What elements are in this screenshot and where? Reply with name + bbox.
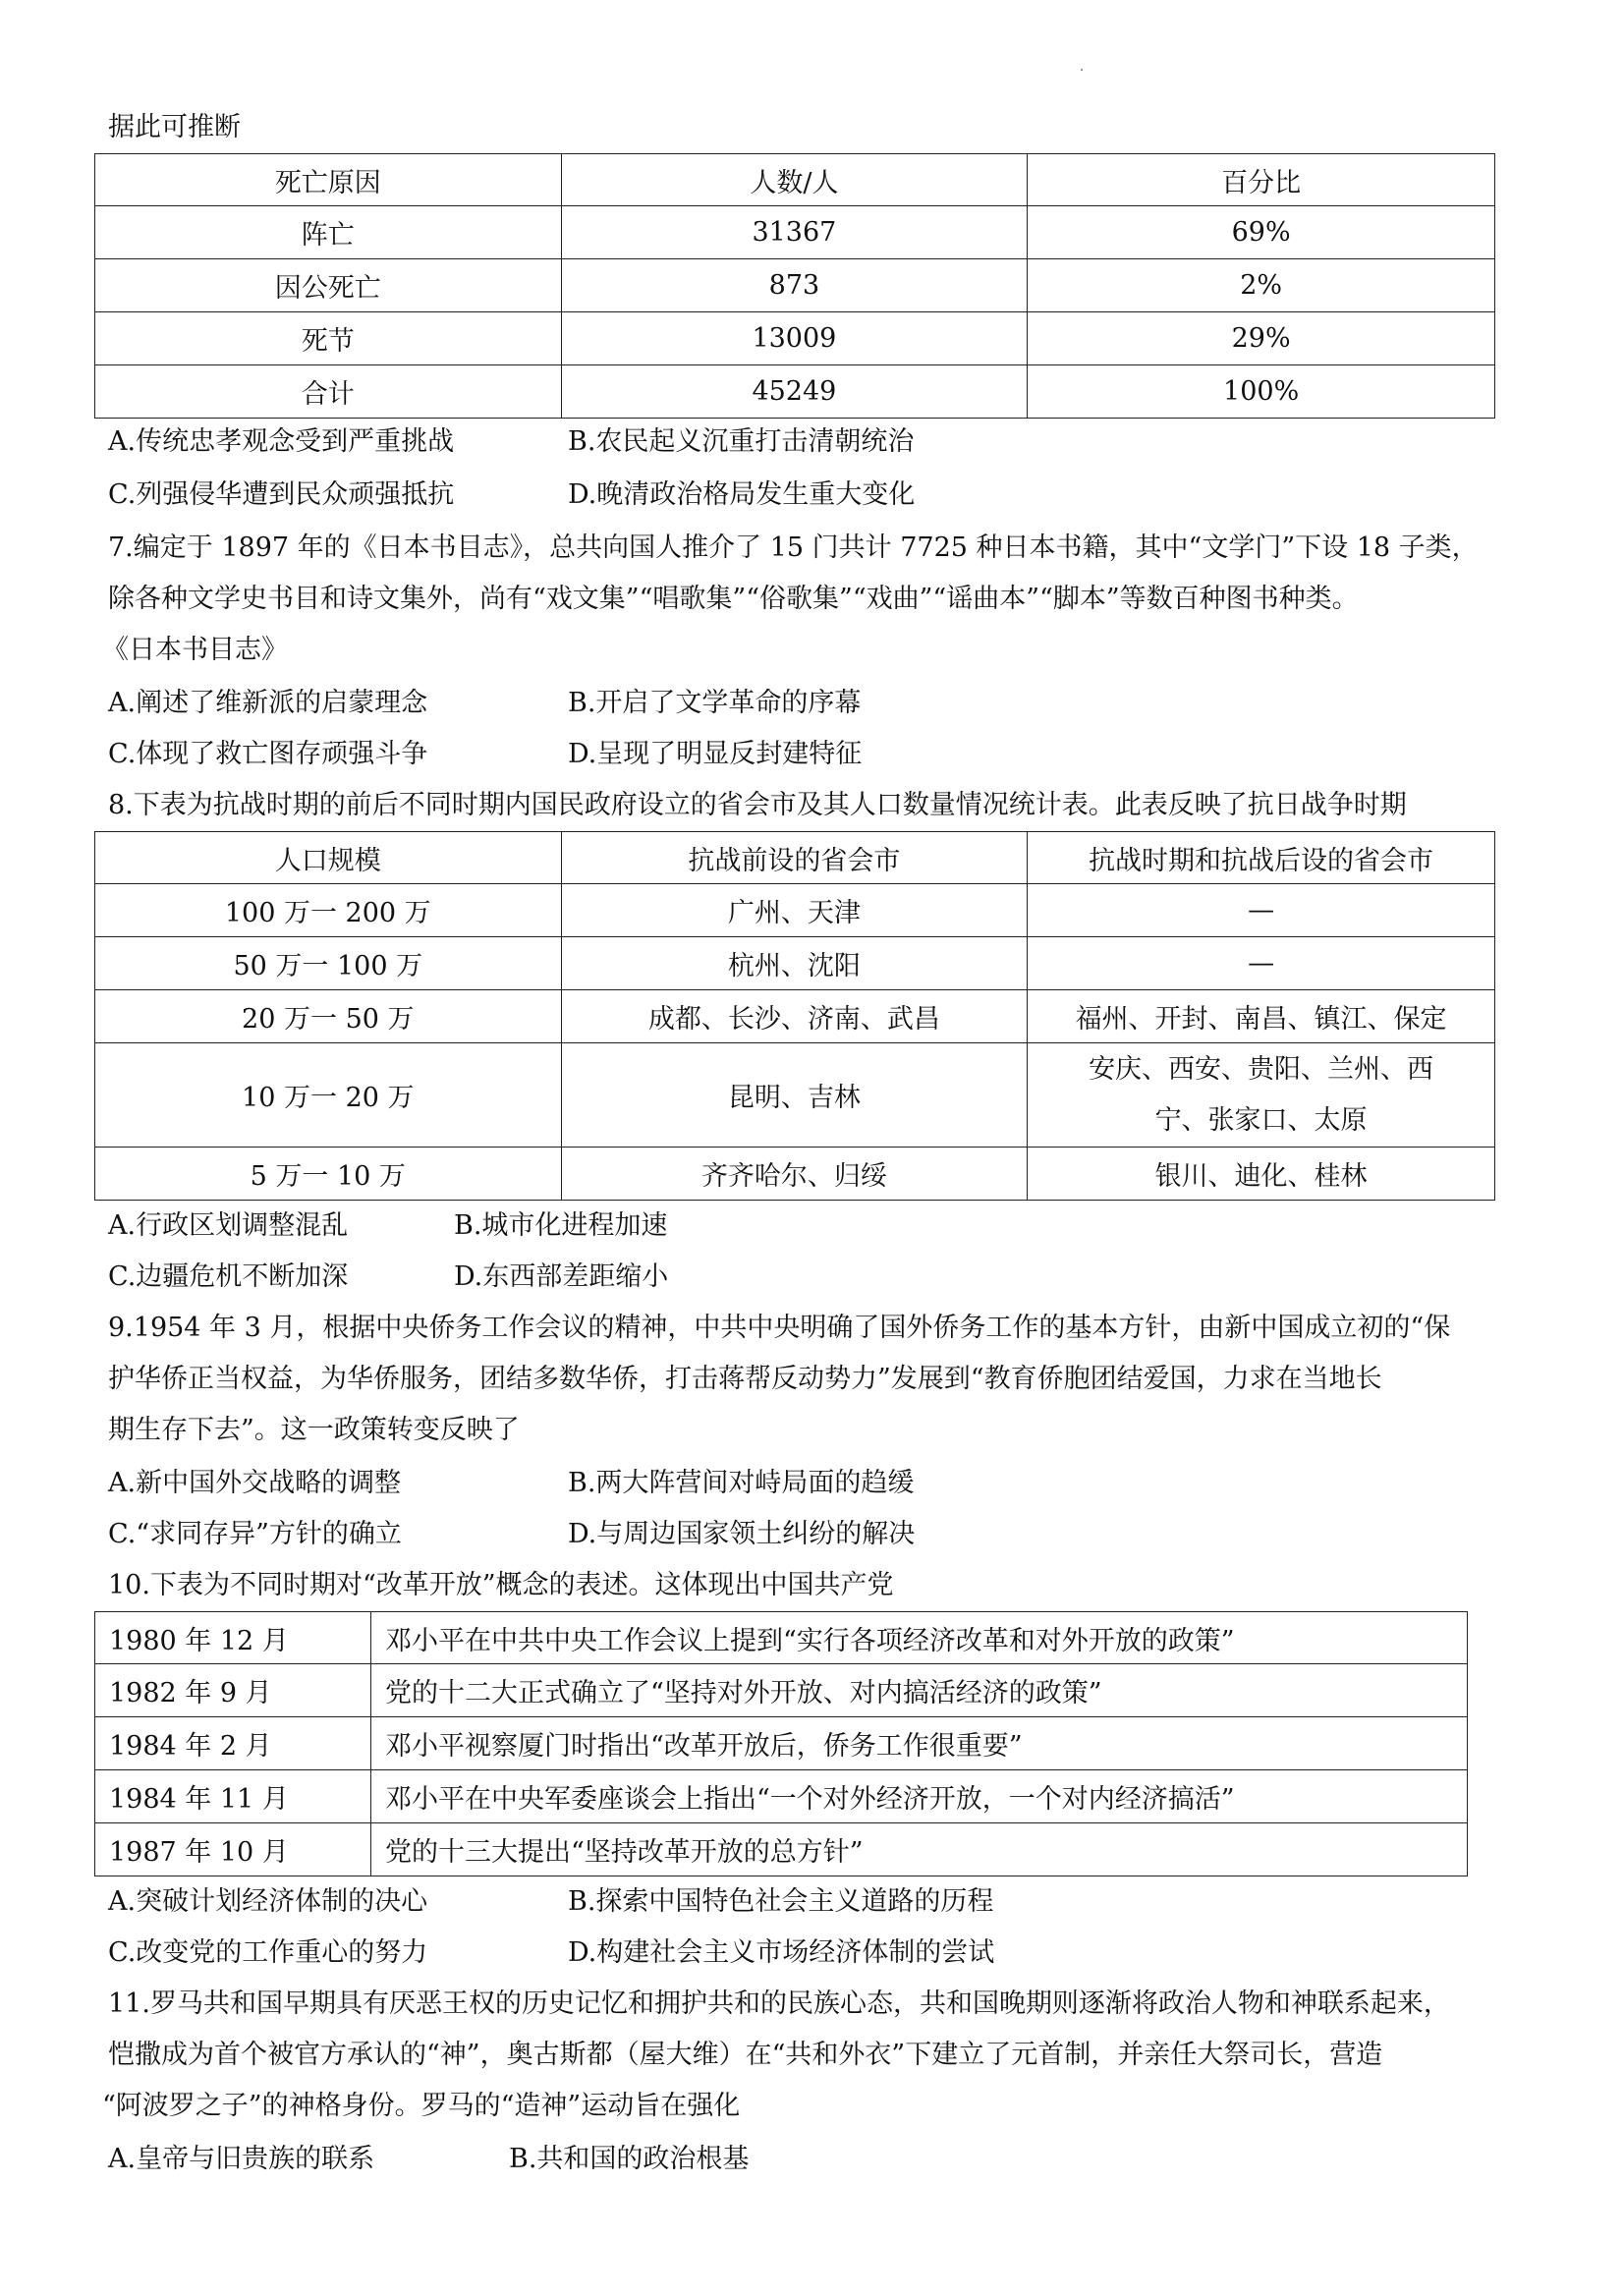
q7-option-d: D.呈现了明显反封建特征 [568,739,863,769]
table-row [95,884,1495,937]
table-cell: 100 万一 200 万 [95,884,562,937]
q8-header-prewar: 抗战前设的省会市 [561,832,1028,884]
table-row [95,1043,1495,1148]
table-cell: — [1028,884,1495,937]
q11-stem-line2: 恺撒成为首个被官方承认的“神”，奥古斯都（屋大维）在“共和外衣”下建立了元首制，并亲任大祭司长，营造 [108,2040,1383,2070]
table-cell-statement: 邓小平视察厦门时指出“改革开放后，侨务工作很重要” [371,1717,1468,1770]
table-cell: 45249 [561,365,1028,419]
table-cell: 31367 [561,206,1028,259]
table-cell-statement: 党的十三大提出“坚持改革开放的总方针” [371,1823,1468,1876]
q10-option-d: D.构建社会主义市场经济体制的尝试 [568,1937,995,1968]
q11-stem-line1: 11.罗马共和国早期具有厌恶王权的历史记忆和拥护共和的民族心态，共和国晚期则逐渐将政治人物和神联系起来， [108,1988,1450,2019]
table-cell: 成都、长沙、济南、武昌 [561,990,1028,1043]
table-cell-statement: 邓小平在中共中央工作会议上提到“实行各项经济改革和对外开放的政策” [371,1612,1468,1664]
table-cell: 20 万一 50 万 [95,990,562,1043]
table-cell-date: 1987 年 10 月 [95,1823,371,1876]
table-cell-date: 1984 年 2 月 [95,1717,371,1770]
q7-stem-line3: 《日本书目志》 [102,635,288,665]
q6-header-cause: 死亡原因 [95,154,562,206]
table-cell: 死节 [95,312,562,365]
q6-option-b: B.农民起义沉重打击清朝统治 [568,426,915,457]
q6-option-d: D.晚清政治格局发生重大变化 [568,479,916,510]
q9-stem-line1: 9.1954 年 3 月，根据中央侨务工作会议的精神，中共中央明确了国外侨务工作的基本方针，由新中国成立初的“保 [108,1313,1451,1343]
q6-header-count: 人数/人 [561,154,1028,206]
table-row [95,1823,1468,1876]
table-row [95,1770,1468,1823]
table-cell: 昆明、吉林 [561,1043,1028,1148]
table-cell-date: 1980 年 12 月 [95,1612,371,1664]
q6-option-a: A.传统忠孝观念受到严重挑战 [108,426,455,457]
table-cell-statement: 党的十二大正式确立了“坚持对外开放、对内搞活经济的政策” [371,1664,1468,1717]
table-cell-date: 1982 年 9 月 [95,1664,371,1717]
q8-option-c: C.边疆危机不断加深 [108,1261,349,1292]
q10-table [94,1611,1468,1876]
scan-speck [1081,69,1083,71]
table-cell: 安庆、西安、贵阳、兰州、西宁、张家口、太原 [1028,1043,1495,1148]
q9-option-c: C.“求同存异”方针的确立 [108,1519,402,1549]
q7-option-c: C.体现了救亡图存顽强斗争 [108,739,428,769]
q7-option-a: A.阐述了维新派的启蒙理念 [108,688,428,718]
q7-stem-line2: 除各种文学史书目和诗文集外，尚有“戏文集”“唱歌集”“俗歌集”“戏曲”“谣曲本”“脚本”等数百种图书种类。 [108,584,1359,614]
table-cell: 因公死亡 [95,259,562,312]
table-cell: 阵亡 [95,206,562,259]
table-cell: 广州、天津 [561,884,1028,937]
table-cell: 50 万一 100 万 [95,937,562,990]
table-row [95,312,1495,365]
table-row [95,259,1495,312]
table-cell: 873 [561,259,1028,312]
table-cell: — [1028,937,1495,990]
table-row [95,1664,1468,1717]
q9-option-d: D.与周边国家领土纠纷的解决 [568,1519,916,1549]
q6-option-c: C.列强侵华遭到民众顽强抵抗 [108,479,455,510]
table-cell: 合计 [95,365,562,419]
q6-table [94,153,1495,419]
table-row [95,1717,1468,1770]
table-cell: 29% [1028,312,1495,365]
q10-stem-line1: 10.下表为不同时期对“改革开放”概念的表述。这体现出中国共产党 [108,1570,894,1600]
table-cell: 福州、开封、南昌、镇江、保定 [1028,990,1495,1043]
table-cell: 银川、迪化、桂林 [1028,1148,1495,1201]
q6-stem-tail: 据此可推断 [108,112,241,142]
q10-option-a: A.突破计划经济体制的决心 [108,1886,428,1917]
q8-table [94,831,1495,1201]
table-row [95,365,1495,419]
q9-stem-line3: 期生存下去”。这一政策转变反映了 [108,1415,520,1445]
q8-stem-line1: 8.下表为抗战时期的前后不同时期内国民政府设立的省会市及其人口数量情况统计表。此表反映了抗日战争时期 [108,790,1407,820]
table-cell: 13009 [561,312,1028,365]
table-cell: 齐齐哈尔、归绥 [561,1148,1028,1201]
table-cell: 69% [1028,206,1495,259]
table-row [95,1148,1495,1201]
table-cell: 5 万一 10 万 [95,1148,562,1201]
q8-option-b: B.城市化进程加速 [454,1210,668,1241]
q8-option-d: D.东西部差距缩小 [454,1261,669,1292]
table-cell: 10 万一 20 万 [95,1043,562,1148]
q7-option-b: B.开启了文学革命的序幕 [568,688,862,718]
table-row [95,990,1495,1043]
q11-option-b: B.共和国的政治根基 [509,2144,750,2174]
q10-option-c: C.改变党的工作重心的努力 [108,1937,428,1968]
table-row [95,937,1495,990]
q6-header-percent: 百分比 [1028,154,1495,206]
q9-stem-line2: 护华侨正当权益，为华侨服务，团结多数华侨，打击蒋帮反动势力”发展到“教育侨胞团结爱国，力求在当地长 [108,1364,1382,1394]
q7-stem-line1: 7.编定于 1897 年的《日本书目志》，总共向国人推介了 15 门共计 7725 种日本书籍，其中“文学门”下设 18 子类， [108,532,1479,563]
q10-option-b: B.探索中国特色社会主义道路的历程 [568,1886,994,1917]
q8-option-a: A.行政区划调整混乱 [108,1210,349,1241]
table-cell: 100% [1028,365,1495,419]
q11-stem-line3: “阿波罗之子”的神格身份。罗马的“造神”运动旨在强化 [102,2091,741,2121]
table-cell-statement: 邓小平在中央军委座谈会上指出“一个对外经济开放，一个对内经济搞活” [371,1770,1468,1823]
q11-option-a: A.皇帝与旧贵族的联系 [108,2144,375,2174]
table-row [95,206,1495,259]
table-cell: 2% [1028,259,1495,312]
table-cell: 杭州、沈阳 [561,937,1028,990]
q8-header-population: 人口规模 [95,832,562,884]
q9-option-a: A.新中国外交战略的调整 [108,1468,402,1498]
q8-header-wartime: 抗战时期和抗战后设的省会市 [1028,832,1495,884]
table-row [95,1612,1468,1664]
q9-option-b: B.两大阵营间对峙局面的趋缓 [568,1468,915,1498]
table-cell-date: 1984 年 11 月 [95,1770,371,1823]
